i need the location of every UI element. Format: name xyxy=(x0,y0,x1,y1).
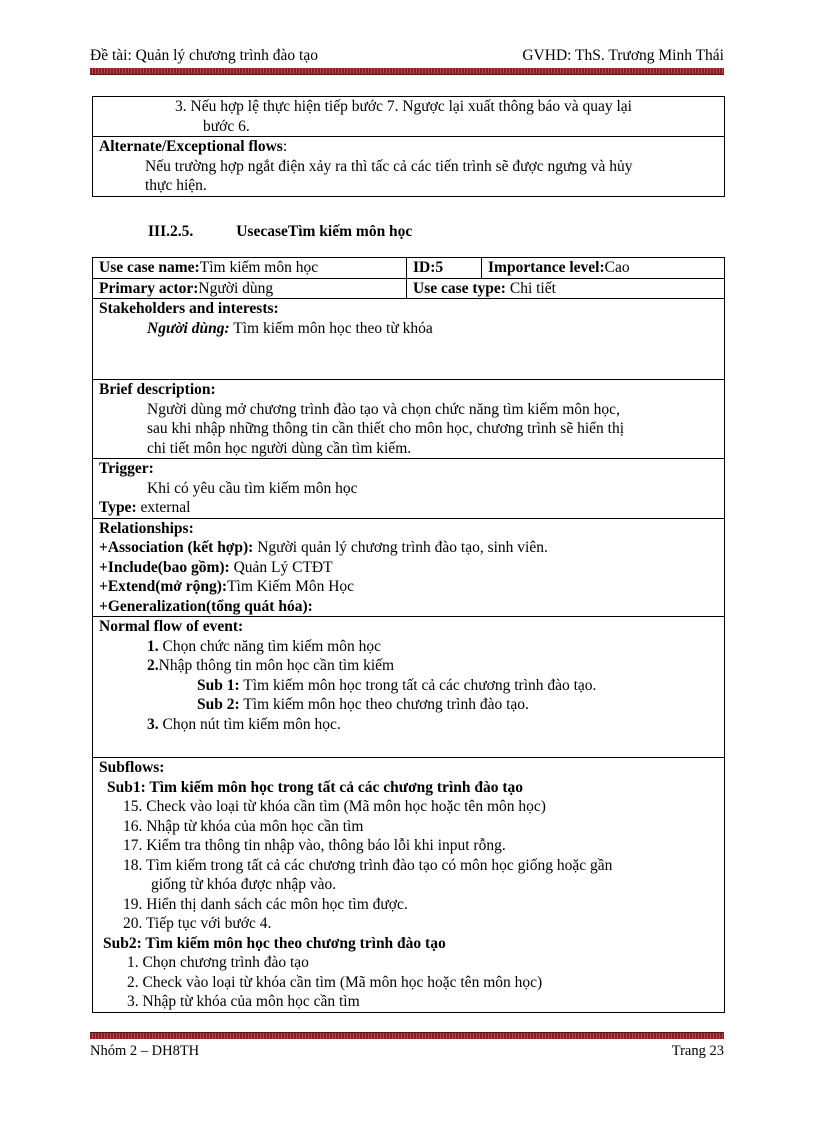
section-heading xyxy=(148,222,412,242)
list-item: 16. Nhập từ khóa của môn học cần tìm xyxy=(123,817,364,835)
header-rule xyxy=(90,68,724,75)
subflows-section: Subflows: Sub1: Tìm kiếm môn học trong tất cả các chương trình đào tạo 15. Check vào loại từ khóa cần tìm (Mã môn học hoặc tên môn học) 16. Nhập từ khóa của môn học cần tìm 17. Kiểm tra thông tin nhập vào, thông báo lỗi khi input rỗng. 18. Tìm kiếm trong tất cả các chương trình đào tạo có môn học giống hoặc gần giống từ khóa được nhập vào. 19. Hiển thị danh sách các môn học tìm được. 20. Tiếp tục với bước 4. Sub2: Tìm kiếm môn học theo chương trình đào tạo 1. Chọn chương trình đào tạo 2. Check vào loại từ khóa cần tìm (Mã môn học hoặc tên môn học) 3. Nhập từ khóa của môn học cần tìm xyxy=(93,758,724,1012)
list-item: 20. Tiếp tục với bước 4. xyxy=(123,915,272,932)
importance-cell: Importance level:Cao xyxy=(481,258,724,278)
list-item: 2. Check vào loại từ khóa cần tìm (Mã môn học hoặc tên môn học) xyxy=(127,973,543,991)
list-item: 17. Kiểm tra thông tin nhập vào, thông báo lỗi khi input rỗng. xyxy=(123,837,506,854)
list-item: giống từ khóa được nhập vào. xyxy=(151,876,337,893)
subflow-2-steps xyxy=(99,953,718,1012)
page-header xyxy=(90,46,724,66)
stakeholders-section: Stakeholders and interests: Người dùng: Tìm kiếm môn học theo từ khóa xyxy=(93,299,724,380)
page-footer xyxy=(90,1042,724,1062)
subflow-1-title: Sub1: Tìm kiếm môn học trong tất cả các chương trình đào tạo xyxy=(107,778,524,796)
usecase-id-cell: ID:5 xyxy=(406,258,481,278)
usecase-header-row-2 xyxy=(93,279,724,300)
section-number: III.2.5. xyxy=(148,223,194,240)
list-item: 15. Check vào loại từ khóa cần tìm (Mã môn học hoặc tên môn học) xyxy=(123,798,546,815)
primary-actor-cell: Primary actor:Người dùng xyxy=(99,279,274,297)
usecase-table xyxy=(92,257,725,1013)
relationships-section: Relationships: +Association (kết hợp): Người quản lý chương trình đào tạo, sinh viên. +Include(bao gồm): Quản Lý CTĐT +Extend(mở rộng):Tìm Kiếm Môn Học +Generalization(tổng quát hóa): xyxy=(93,519,724,618)
usecase-header-row-1 xyxy=(93,258,724,279)
section-title: UsecaseTìm kiếm môn học xyxy=(236,223,413,240)
list-item: 18. Tìm kiếm trong tất cả các chương trình đào tạo có môn học giống hoặc gần xyxy=(123,856,613,874)
list-item: 19. Hiển thị danh sách các môn học tìm được. xyxy=(123,895,408,913)
usecase-name-cell: Use case name:Tìm kiếm môn học xyxy=(99,259,319,276)
subflow-1-steps xyxy=(99,797,718,934)
trigger-section: Trigger: Khi có yêu cầu tìm kiếm môn học Type: external xyxy=(93,459,724,519)
previous-table xyxy=(92,96,725,197)
header-advisor: GVHD: ThS. Trương Minh Thái xyxy=(522,47,724,64)
subflow-2-title: Sub2: Tìm kiếm môn học theo chương trình đào tạo xyxy=(103,934,446,952)
list-item: 3. Nhập từ khóa của môn học cần tìm xyxy=(127,993,360,1010)
list-item: 1. Chọn chương trình đào tạo xyxy=(127,954,309,971)
alternate-flows: Alternate/Exceptional flows: Nếu trường hợp ngắt điện xảy ra thì tấc cả các tiến trình sẽ được ngưng và hủy thực hiện. xyxy=(99,138,633,194)
prev-step-3: 3. Nếu hợp lệ thực hiện tiếp bước 7. Ngược lại xuất thông báo và quay lại bước 6. xyxy=(93,97,724,137)
footer-rule xyxy=(90,1032,724,1039)
header-topic: Đề tài: Quản lý chương trình đào tạo xyxy=(90,47,318,64)
usecase-type-cell: Use case type: Chi tiết xyxy=(406,279,724,299)
page-number: Trang 23 xyxy=(671,1043,724,1059)
brief-description-section: Brief description: Người dùng mở chương trình đào tạo và chọn chức năng tìm kiếm môn học, sau khi nhập những thông tin cần thiết cho môn học, chương trình sẽ hiển thị chi tiết môn học người dùng cần tìm kiếm. xyxy=(93,380,724,459)
normal-flow-section: Normal flow of event: 1. Chọn chức năng tìm kiếm môn học 2.Nhập thông tin môn học cần tìm kiếm Sub 1: Tìm kiếm môn học trong tất cả các chương trình đào tạo. Sub 2: Tìm kiếm môn học theo chương trình đào tạo. 3. Chọn nút tìm kiếm môn học. xyxy=(93,617,724,758)
footer-group: Nhóm 2 – DH8TH xyxy=(90,1043,200,1059)
